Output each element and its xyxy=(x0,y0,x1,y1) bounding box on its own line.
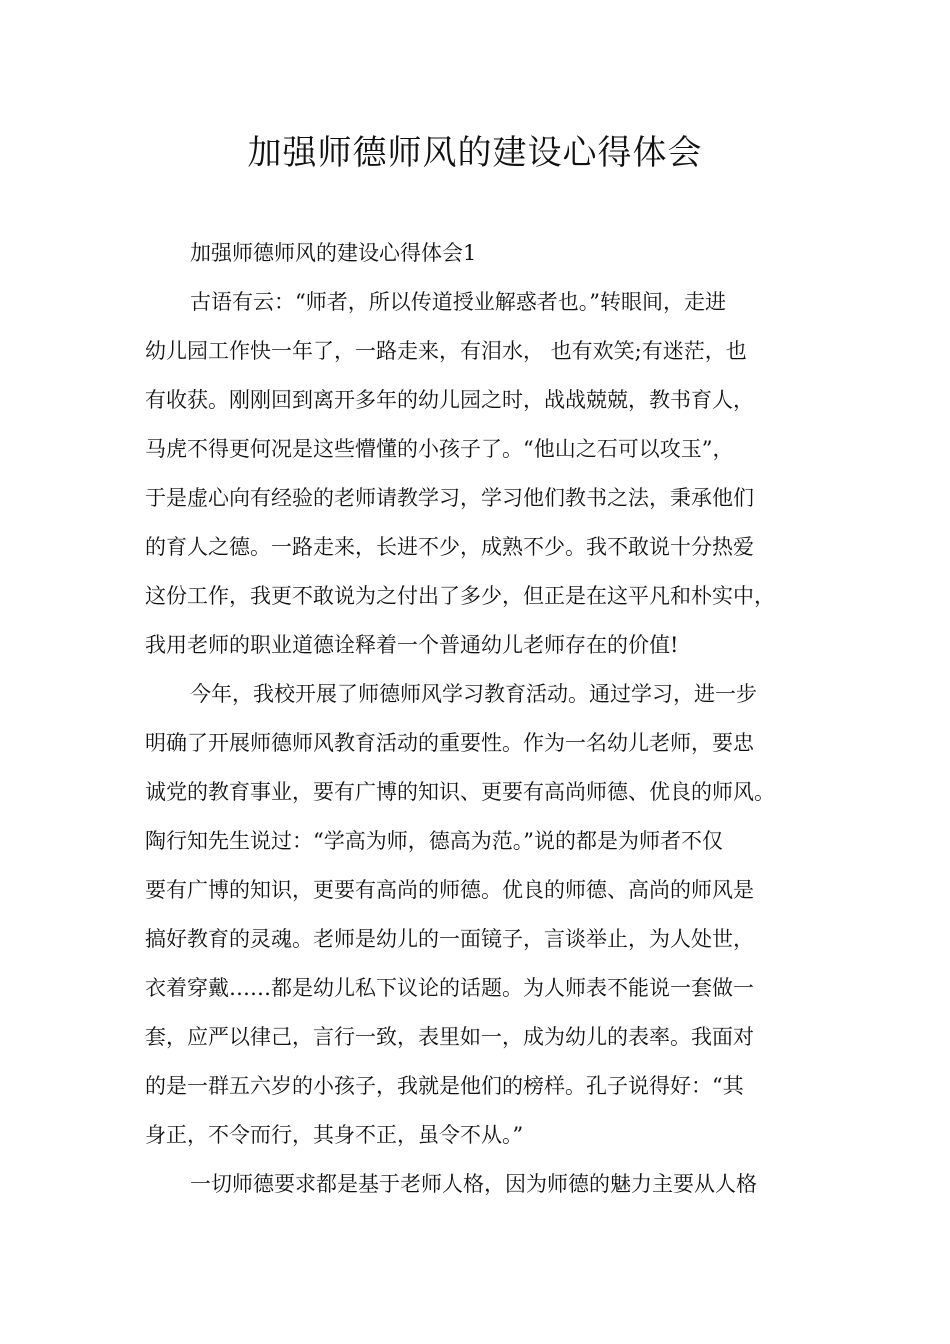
paragraph-line: 幼儿园工作快一年了，一路走来，有泪水， 也有欢笑;有迷茫，也 xyxy=(145,339,747,363)
document-body xyxy=(145,232,817,1212)
paragraph-line: 的育人之德。一路走来，长进不少，成熟不少。我不敢说十分热爱 xyxy=(145,535,754,559)
paragraph-line: 我用老师的职业道德诠释着一个普通幼儿老师存在的价值! xyxy=(145,633,679,657)
section-heading: 加强师德师风的建设心得体会1 xyxy=(190,241,477,265)
paragraph-line: 一切师德要求都是基于老师人格，因为师德的魅力主要从人格 xyxy=(190,1172,757,1196)
paragraph-line: 于是虚心向有经验的老师请教学习，学习他们教书之法，秉承他们 xyxy=(145,486,754,510)
paragraph-line: 明确了开展师德师风教育活动的重要性。作为一名幼儿老师，要忠 xyxy=(145,731,754,755)
paragraph-line: 身正，不令而行，其身不正，虽令不从。” xyxy=(145,1123,524,1147)
paragraph-line: 古语有云：“师者，所以传道授业解惑者也。”转眼间，走进 xyxy=(190,290,726,314)
paragraph-line: 要有广博的知识，更要有高尚的师德。优良的师德、高尚的师风是 xyxy=(145,878,754,902)
paragraph-line: 马虎不得更何况是这些懵懂的小孩子了。“他山之石可以攻玉”， xyxy=(145,437,734,461)
paragraph-line: 诚党的教育事业，要有广博的知识、更要有高尚师德、优良的师风。 xyxy=(145,780,775,804)
paragraph-line: 有收获。刚刚回到离开多年的幼儿园之时，战战兢兢，教书育人， xyxy=(145,388,754,412)
document-title: 加强师德师风的建设心得体会 xyxy=(247,133,703,173)
paragraph-line: 的是一群五六岁的小孩子，我就是他们的榜样。孔子说得好：“其 xyxy=(145,1074,744,1098)
paragraph-line: 陶行知先生说过：“学高为师，德高为范。”说的都是为师者不仅 xyxy=(145,829,723,853)
paragraph-line: 套，应严以律己，言行一致，表里如一，成为幼儿的表率。我面对 xyxy=(145,1025,754,1049)
paragraph-line: 搞好教育的灵魂。老师是幼儿的一面镜子，言谈举止，为人处世， xyxy=(145,927,754,951)
paragraph-line: 这份工作，我更不敢说为之付出了多少，但正是在这平凡和朴实中， xyxy=(145,584,775,608)
paragraph-line: 衣着穿戴……都是幼儿私下议论的话题。为人师表不能说一套做一 xyxy=(145,976,754,1000)
paragraph-line: 今年，我校开展了师德师风学习教育活动。通过学习，进一步 xyxy=(190,682,757,706)
